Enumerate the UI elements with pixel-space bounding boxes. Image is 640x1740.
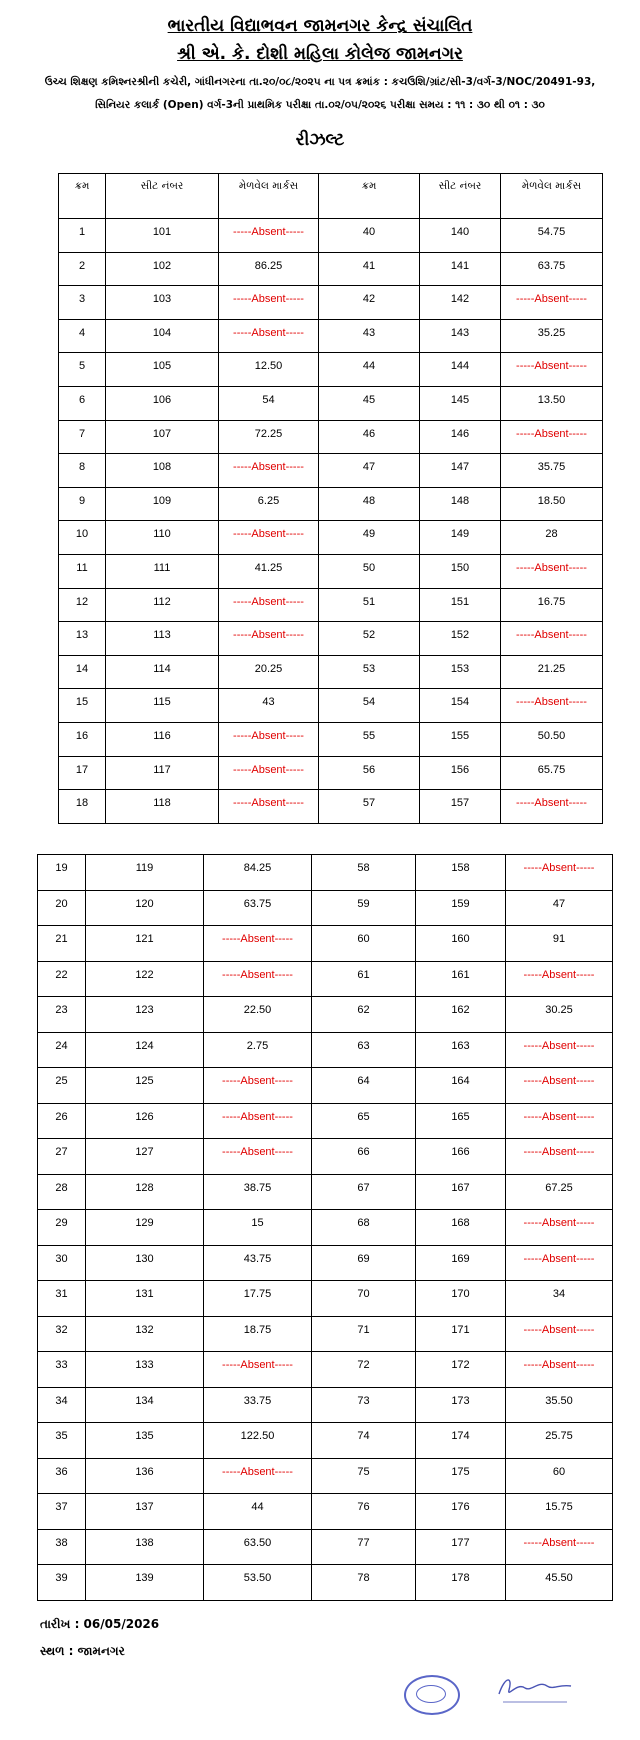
- serial-cell: 35: [38, 1423, 86, 1459]
- table-row: [38, 1565, 613, 1601]
- marks-cell: -----Absent-----: [204, 1068, 312, 1104]
- seat-number-cell: 159: [416, 890, 506, 926]
- seat-number-cell: 147: [420, 454, 501, 488]
- table-row: [59, 386, 603, 420]
- marks-cell: -----Absent-----: [219, 722, 319, 756]
- seat-number-cell: 119: [86, 855, 204, 891]
- seat-number-cell: 141: [420, 252, 501, 286]
- table-row: [38, 1210, 613, 1246]
- serial-cell: 12: [59, 588, 106, 622]
- result-table-1-body: [59, 219, 603, 824]
- serial-cell: 78: [312, 1565, 416, 1601]
- seat-number-cell: 124: [86, 1032, 204, 1068]
- marks-cell: 30.25: [506, 997, 613, 1033]
- serial-cell: 44: [319, 353, 420, 387]
- seat-number-cell: 142: [420, 286, 501, 320]
- serial-cell: 39: [38, 1565, 86, 1601]
- college-stamp: [404, 1675, 460, 1715]
- serial-cell: 73: [312, 1387, 416, 1423]
- institute-title: ભારતીય વિદ્યાભવન જામનગર કેન્દ્ર સંચાલિત: [167, 16, 473, 36]
- marks-cell: -----Absent-----: [219, 622, 319, 656]
- marks-cell: 12.50: [219, 353, 319, 387]
- serial-cell: 34: [38, 1387, 86, 1423]
- table-row: [38, 1139, 613, 1175]
- col-header-marks: મેળવેલ માર્કસ: [501, 174, 603, 219]
- exam-line: સિનિયર કલાર્ક (Open) વર્ગ-3ની પ્રાથમિક પરીક્ષા તા.૦૨/૦૫/૨૦૨૬ પરીક્ષા સમય : ૧૧ : ૩૦ થી ૦૧ : ૩૦: [95, 99, 545, 111]
- serial-cell: 20: [38, 890, 86, 926]
- table-row: [59, 252, 603, 286]
- marks-cell: 60: [506, 1458, 613, 1494]
- table-row: [59, 353, 603, 387]
- table-header-row: [59, 174, 603, 219]
- result-table-1: [58, 173, 603, 824]
- marks-cell: 16.75: [501, 588, 603, 622]
- seat-number-cell: 107: [106, 420, 219, 454]
- marks-cell: -----Absent-----: [219, 219, 319, 253]
- marks-cell: 35.50: [506, 1387, 613, 1423]
- seat-number-cell: 163: [416, 1032, 506, 1068]
- serial-cell: 65: [312, 1103, 416, 1139]
- seat-number-cell: 134: [86, 1387, 204, 1423]
- seat-number-cell: 122: [86, 961, 204, 997]
- serial-cell: 6: [59, 386, 106, 420]
- marks-cell: -----Absent-----: [204, 961, 312, 997]
- serial-cell: 32: [38, 1316, 86, 1352]
- seat-number-cell: 121: [86, 926, 204, 962]
- serial-cell: 2: [59, 252, 106, 286]
- seat-number-cell: 103: [106, 286, 219, 320]
- seat-number-cell: 116: [106, 722, 219, 756]
- marks-cell: -----Absent-----: [506, 1068, 613, 1104]
- seat-number-cell: 162: [416, 997, 506, 1033]
- serial-cell: 4: [59, 319, 106, 353]
- serial-cell: 17: [59, 756, 106, 790]
- marks-cell: -----Absent-----: [506, 1352, 613, 1388]
- serial-cell: 23: [38, 997, 86, 1033]
- seat-number-cell: 155: [420, 722, 501, 756]
- marks-cell: 35.75: [501, 454, 603, 488]
- table-row: [38, 1068, 613, 1104]
- seat-number-cell: 157: [420, 790, 501, 824]
- serial-cell: 61: [312, 961, 416, 997]
- marks-cell: 84.25: [204, 855, 312, 891]
- seat-number-cell: 176: [416, 1494, 506, 1530]
- seat-number-cell: 171: [416, 1316, 506, 1352]
- marks-cell: -----Absent-----: [219, 521, 319, 555]
- serial-cell: 74: [312, 1423, 416, 1459]
- col-header-marks: મેળવેલ માર્કસ: [219, 174, 319, 219]
- marks-cell: 63.50: [204, 1529, 312, 1565]
- serial-cell: 29: [38, 1210, 86, 1246]
- seat-number-cell: 173: [416, 1387, 506, 1423]
- serial-cell: 55: [319, 722, 420, 756]
- serial-cell: 66: [312, 1139, 416, 1175]
- serial-cell: 1: [59, 219, 106, 253]
- seat-number-cell: 110: [106, 521, 219, 555]
- serial-cell: 63: [312, 1032, 416, 1068]
- serial-cell: 42: [319, 286, 420, 320]
- marks-cell: 41.25: [219, 554, 319, 588]
- serial-cell: 14: [59, 655, 106, 689]
- serial-cell: 27: [38, 1139, 86, 1175]
- table-row: [38, 961, 613, 997]
- serial-cell: 40: [319, 219, 420, 253]
- table-row: [38, 1352, 613, 1388]
- serial-cell: 77: [312, 1529, 416, 1565]
- serial-cell: 49: [319, 521, 420, 555]
- marks-cell: 6.25: [219, 487, 319, 521]
- marks-cell: 44: [204, 1494, 312, 1530]
- seat-number-cell: 150: [420, 554, 501, 588]
- marks-cell: -----Absent-----: [501, 622, 603, 656]
- table-row: [38, 1032, 613, 1068]
- table-row: [59, 655, 603, 689]
- seat-number-cell: 175: [416, 1458, 506, 1494]
- marks-cell: 43.75: [204, 1245, 312, 1281]
- table-row: [59, 420, 603, 454]
- marks-cell: 2.75: [204, 1032, 312, 1068]
- seat-number-cell: 101: [106, 219, 219, 253]
- seat-number-cell: 104: [106, 319, 219, 353]
- table-row: [38, 1103, 613, 1139]
- serial-cell: 7: [59, 420, 106, 454]
- marks-cell: -----Absent-----: [501, 353, 603, 387]
- marks-cell: -----Absent-----: [204, 1458, 312, 1494]
- table-row: [59, 487, 603, 521]
- table-row: [38, 1174, 613, 1210]
- marks-cell: 34: [506, 1281, 613, 1317]
- seat-number-cell: 106: [106, 386, 219, 420]
- seat-number-cell: 153: [420, 655, 501, 689]
- serial-cell: 64: [312, 1068, 416, 1104]
- marks-cell: 28: [501, 521, 603, 555]
- serial-cell: 47: [319, 454, 420, 488]
- serial-cell: 9: [59, 487, 106, 521]
- marks-cell: -----Absent-----: [501, 554, 603, 588]
- seat-number-cell: 115: [106, 689, 219, 723]
- seat-number-cell: 167: [416, 1174, 506, 1210]
- marks-cell: 50.50: [501, 722, 603, 756]
- serial-cell: 3: [59, 286, 106, 320]
- marks-cell: 122.50: [204, 1423, 312, 1459]
- marks-cell: 13.50: [501, 386, 603, 420]
- seat-number-cell: 109: [106, 487, 219, 521]
- seat-number-cell: 128: [86, 1174, 204, 1210]
- seat-number-cell: 152: [420, 622, 501, 656]
- seat-number-cell: 156: [420, 756, 501, 790]
- table-row: [38, 1529, 613, 1565]
- marks-cell: 20.25: [219, 655, 319, 689]
- marks-cell: 65.75: [501, 756, 603, 790]
- table-row: [59, 521, 603, 555]
- marks-cell: 22.50: [204, 997, 312, 1033]
- col-header-serial: ક્રમ: [59, 174, 106, 219]
- serial-cell: 43: [319, 319, 420, 353]
- marks-cell: 18.50: [501, 487, 603, 521]
- marks-cell: 47: [506, 890, 613, 926]
- marks-cell: 91: [506, 926, 613, 962]
- seat-number-cell: 139: [86, 1565, 204, 1601]
- table-row: [59, 588, 603, 622]
- seat-number-cell: 148: [420, 487, 501, 521]
- table-row: [59, 722, 603, 756]
- marks-cell: 54.75: [501, 219, 603, 253]
- serial-cell: 33: [38, 1352, 86, 1388]
- marks-cell: 15.75: [506, 1494, 613, 1530]
- table-row: [38, 1458, 613, 1494]
- table-row: [59, 454, 603, 488]
- seat-number-cell: 129: [86, 1210, 204, 1246]
- serial-cell: 36: [38, 1458, 86, 1494]
- serial-cell: 28: [38, 1174, 86, 1210]
- serial-cell: 41: [319, 252, 420, 286]
- seat-number-cell: 120: [86, 890, 204, 926]
- seat-number-cell: 138: [86, 1529, 204, 1565]
- seat-number-cell: 126: [86, 1103, 204, 1139]
- seat-number-cell: 164: [416, 1068, 506, 1104]
- seat-number-cell: 165: [416, 1103, 506, 1139]
- serial-cell: 10: [59, 521, 106, 555]
- table-row: [38, 1423, 613, 1459]
- marks-cell: -----Absent-----: [506, 1529, 613, 1565]
- marks-cell: -----Absent-----: [506, 961, 613, 997]
- marks-cell: 53.50: [204, 1565, 312, 1601]
- result-table-2-body: [38, 855, 613, 1601]
- table-row: [38, 1387, 613, 1423]
- seat-number-cell: 112: [106, 588, 219, 622]
- serial-cell: 67: [312, 1174, 416, 1210]
- seat-number-cell: 108: [106, 454, 219, 488]
- serial-cell: 58: [312, 855, 416, 891]
- marks-cell: 86.25: [219, 252, 319, 286]
- marks-cell: -----Absent-----: [204, 1352, 312, 1388]
- seat-number-cell: 168: [416, 1210, 506, 1246]
- seat-number-cell: 130: [86, 1245, 204, 1281]
- marks-cell: -----Absent-----: [219, 588, 319, 622]
- serial-cell: 21: [38, 926, 86, 962]
- serial-cell: 76: [312, 1494, 416, 1530]
- marks-cell: -----Absent-----: [506, 1032, 613, 1068]
- result-heading: રીઝલ્ટ: [295, 130, 345, 150]
- serial-cell: 70: [312, 1281, 416, 1317]
- serial-cell: 52: [319, 622, 420, 656]
- marks-cell: -----Absent-----: [204, 926, 312, 962]
- marks-cell: 54: [219, 386, 319, 420]
- table-row: [59, 219, 603, 253]
- serial-cell: 15: [59, 689, 106, 723]
- marks-cell: -----Absent-----: [219, 319, 319, 353]
- serial-cell: 48: [319, 487, 420, 521]
- marks-cell: -----Absent-----: [506, 855, 613, 891]
- serial-cell: 37: [38, 1494, 86, 1530]
- seat-number-cell: 102: [106, 252, 219, 286]
- table-row: [38, 926, 613, 962]
- serial-cell: 31: [38, 1281, 86, 1317]
- marks-cell: 18.75: [204, 1316, 312, 1352]
- seat-number-cell: 118: [106, 790, 219, 824]
- principal-signature: [495, 1668, 575, 1708]
- table-row: [38, 1494, 613, 1530]
- serial-cell: 75: [312, 1458, 416, 1494]
- seat-number-cell: 154: [420, 689, 501, 723]
- table-row: [38, 997, 613, 1033]
- col-header-serial: ક્રમ: [319, 174, 420, 219]
- marks-cell: -----Absent-----: [506, 1103, 613, 1139]
- col-header-seat: સીટ નંબર: [420, 174, 501, 219]
- seat-number-cell: 161: [416, 961, 506, 997]
- seat-number-cell: 132: [86, 1316, 204, 1352]
- marks-cell: -----Absent-----: [506, 1316, 613, 1352]
- seat-number-cell: 172: [416, 1352, 506, 1388]
- serial-cell: 24: [38, 1032, 86, 1068]
- marks-cell: -----Absent-----: [506, 1210, 613, 1246]
- serial-cell: 11: [59, 554, 106, 588]
- marks-cell: -----Absent-----: [501, 420, 603, 454]
- table-row: [59, 689, 603, 723]
- serial-cell: 30: [38, 1245, 86, 1281]
- table-row: [59, 622, 603, 656]
- result-place: સ્થળ : જામનગર: [40, 1644, 125, 1658]
- marks-cell: 45.50: [506, 1565, 613, 1601]
- marks-cell: 63.75: [204, 890, 312, 926]
- marks-cell: -----Absent-----: [501, 286, 603, 320]
- serial-cell: 54: [319, 689, 420, 723]
- seat-number-cell: 133: [86, 1352, 204, 1388]
- seat-number-cell: 131: [86, 1281, 204, 1317]
- seat-number-cell: 145: [420, 386, 501, 420]
- seat-number-cell: 111: [106, 554, 219, 588]
- serial-cell: 13: [59, 622, 106, 656]
- table-row: [59, 319, 603, 353]
- seat-number-cell: 123: [86, 997, 204, 1033]
- serial-cell: 38: [38, 1529, 86, 1565]
- marks-cell: -----Absent-----: [501, 689, 603, 723]
- seat-number-cell: 160: [416, 926, 506, 962]
- serial-cell: 56: [319, 756, 420, 790]
- result-table-2: [37, 854, 613, 1601]
- serial-cell: 68: [312, 1210, 416, 1246]
- table-row: [59, 790, 603, 824]
- seat-number-cell: 135: [86, 1423, 204, 1459]
- serial-cell: 60: [312, 926, 416, 962]
- serial-cell: 18: [59, 790, 106, 824]
- marks-cell: 63.75: [501, 252, 603, 286]
- serial-cell: 57: [319, 790, 420, 824]
- marks-cell: 35.25: [501, 319, 603, 353]
- seat-number-cell: 125: [86, 1068, 204, 1104]
- serial-cell: 5: [59, 353, 106, 387]
- seat-number-cell: 143: [420, 319, 501, 353]
- table-row: [59, 286, 603, 320]
- marks-cell: 72.25: [219, 420, 319, 454]
- seat-number-cell: 178: [416, 1565, 506, 1601]
- serial-cell: 72: [312, 1352, 416, 1388]
- seat-number-cell: 105: [106, 353, 219, 387]
- marks-cell: 21.25: [501, 655, 603, 689]
- marks-cell: -----Absent-----: [219, 756, 319, 790]
- marks-cell: -----Absent-----: [204, 1103, 312, 1139]
- college-title: શ્રી એ. કે. દોશી મહિલા કોલેજ જામનગર: [177, 44, 463, 64]
- seat-number-cell: 140: [420, 219, 501, 253]
- serial-cell: 50: [319, 554, 420, 588]
- serial-cell: 25: [38, 1068, 86, 1104]
- table-row: [38, 1281, 613, 1317]
- marks-cell: -----Absent-----: [219, 286, 319, 320]
- marks-cell: 15: [204, 1210, 312, 1246]
- table-row: [38, 1316, 613, 1352]
- serial-cell: 71: [312, 1316, 416, 1352]
- seat-number-cell: 146: [420, 420, 501, 454]
- seat-number-cell: 137: [86, 1494, 204, 1530]
- table-row: [59, 756, 603, 790]
- seat-number-cell: 117: [106, 756, 219, 790]
- seat-number-cell: 169: [416, 1245, 506, 1281]
- serial-cell: 19: [38, 855, 86, 891]
- marks-cell: -----Absent-----: [506, 1245, 613, 1281]
- marks-cell: -----Absent-----: [501, 790, 603, 824]
- seat-number-cell: 158: [416, 855, 506, 891]
- serial-cell: 59: [312, 890, 416, 926]
- marks-cell: 25.75: [506, 1423, 613, 1459]
- seat-number-cell: 114: [106, 655, 219, 689]
- seat-number-cell: 149: [420, 521, 501, 555]
- seat-number-cell: 151: [420, 588, 501, 622]
- marks-cell: -----Absent-----: [219, 790, 319, 824]
- serial-cell: 22: [38, 961, 86, 997]
- serial-cell: 26: [38, 1103, 86, 1139]
- table-row: [59, 554, 603, 588]
- marks-cell: -----Absent-----: [506, 1139, 613, 1175]
- serial-cell: 45: [319, 386, 420, 420]
- marks-cell: -----Absent-----: [219, 454, 319, 488]
- serial-cell: 16: [59, 722, 106, 756]
- serial-cell: 51: [319, 588, 420, 622]
- serial-cell: 46: [319, 420, 420, 454]
- marks-cell: -----Absent-----: [204, 1139, 312, 1175]
- serial-cell: 62: [312, 997, 416, 1033]
- seat-number-cell: 113: [106, 622, 219, 656]
- marks-cell: 67.25: [506, 1174, 613, 1210]
- serial-cell: 69: [312, 1245, 416, 1281]
- seat-number-cell: 144: [420, 353, 501, 387]
- table-row: [38, 890, 613, 926]
- result-date: તારીખ : 06/05/2026: [40, 1617, 160, 1631]
- seat-number-cell: 136: [86, 1458, 204, 1494]
- seat-number-cell: 170: [416, 1281, 506, 1317]
- marks-cell: 43: [219, 689, 319, 723]
- seat-number-cell: 166: [416, 1139, 506, 1175]
- seat-number-cell: 177: [416, 1529, 506, 1565]
- serial-cell: 8: [59, 454, 106, 488]
- marks-cell: 33.75: [204, 1387, 312, 1423]
- marks-cell: 38.75: [204, 1174, 312, 1210]
- seat-number-cell: 174: [416, 1423, 506, 1459]
- marks-cell: 17.75: [204, 1281, 312, 1317]
- table-row: [38, 1245, 613, 1281]
- reference-line: ઉચ્ચ શિક્ષણ કમિશ્નરશ્રીની કચેરી, ગાંધીનગરના તા.૨૦/૦૮/૨૦૨૫ ના પત્ર ક્રમાંક : કચઉશિ/ગ્રાંટ/સી-3/વર્ગ-3/NOC/20491-93,: [44, 76, 596, 88]
- col-header-seat: સીટ નંબર: [106, 174, 219, 219]
- serial-cell: 53: [319, 655, 420, 689]
- seat-number-cell: 127: [86, 1139, 204, 1175]
- table-row: [38, 855, 613, 891]
